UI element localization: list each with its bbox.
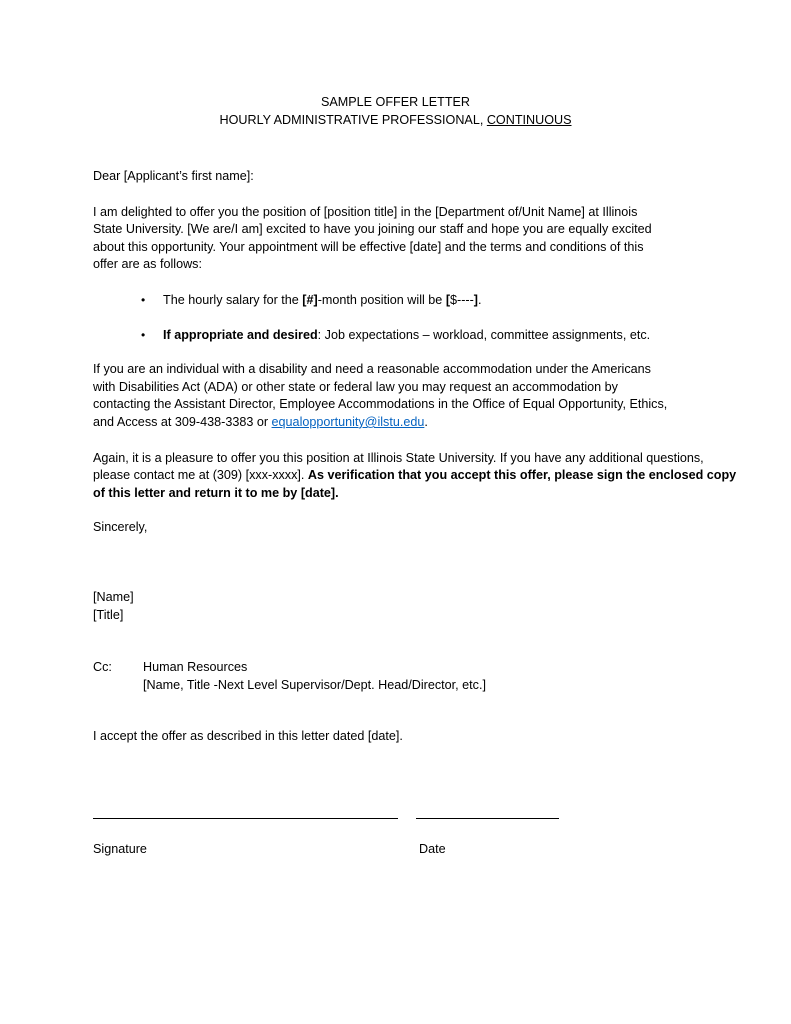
closing-line — [93, 467, 743, 485]
contact-text: please contact me at (309) [xxx-xxxx]. — [93, 468, 308, 483]
cc-recipient: Human Resources — [143, 660, 248, 675]
terms-item-expectations — [93, 327, 743, 345]
intro-line: offer are as follows: — [93, 257, 202, 272]
intro-paragraph — [93, 204, 693, 274]
letter-page — [93, 94, 743, 859]
salary-months: [#] — [302, 292, 318, 307]
signer-title: [Title] — [93, 607, 124, 622]
date-label: Date — [419, 841, 446, 856]
salary-bracket: ] — [473, 292, 478, 307]
cc-label: Cc: — [93, 660, 112, 675]
terms-list — [93, 292, 743, 344]
bullet-icon: • — [141, 327, 146, 342]
salary-amount: $---- — [450, 292, 474, 307]
intro-line: about this opportunity. Your appointment will be effective [date] and the terms and conditions of this — [93, 239, 644, 254]
letter-header — [93, 94, 698, 129]
closing-line: Again, it is a pleasure to offer you this position at Illinois State University. If you have any additional questions, — [93, 450, 704, 465]
expectations-label: If appropriate and desired — [163, 327, 318, 342]
accommodation-line — [93, 414, 703, 432]
closing-paragraph — [93, 450, 743, 503]
salutation: Dear [Applicant’s first name]: — [93, 169, 254, 183]
signature-line — [93, 818, 398, 819]
letter-subtitle — [93, 112, 698, 130]
signature-label: Signature — [93, 841, 147, 856]
expectations-text: : Job expectations – workload, committee assignments, etc. — [317, 327, 651, 342]
intro-line: State University. [We are/I am] excited to have you joining our staff and hope you are equally excited — [93, 222, 652, 237]
date-line — [416, 818, 559, 819]
salary-text: The hourly salary for the — [163, 292, 303, 307]
email-link[interactable]: equalopportunity@ilstu.edu — [271, 414, 425, 429]
intro-line: I am delighted to offer you the position of [position title] in the [Department of/Unit Name] at Illinois — [93, 204, 638, 219]
bullet-icon: • — [141, 292, 146, 307]
accommodation-line: contacting the Assistant Director, Employee Accommodations in the Office of Equal Opportunity, Ethics, — [93, 397, 668, 412]
accommodation-line: If you are an individual with a disability and need a reasonable accommodation under the Americans — [93, 362, 651, 377]
cc-recipient: [Name, Title -Next Level Supervisor/Dept. Head/Director, etc.] — [143, 677, 486, 692]
salary-text: -month position will be — [317, 292, 446, 307]
letter-title: SAMPLE OFFER LETTER — [320, 95, 471, 109]
accommodation-text: . — [424, 414, 428, 429]
closing-salutation: Sincerely, — [93, 520, 148, 535]
salary-bracket: [ — [445, 292, 451, 307]
accommodation-paragraph — [93, 361, 703, 431]
salary-text: . — [478, 292, 482, 307]
signer-name: [Name] — [93, 589, 134, 604]
subtitle-text: HOURLY ADMINISTRATIVE PROFESSIONAL, — [219, 112, 487, 127]
cc-recipients — [143, 659, 486, 694]
accommodation-line: with Disabilities Act (ADA) or other state or federal law you may request an accommodation by — [93, 379, 618, 394]
cc-block — [93, 659, 743, 694]
subtitle-underlined: CONTINUOUS — [486, 112, 572, 127]
terms-item-salary — [93, 292, 743, 310]
closing-line — [93, 485, 743, 503]
verification-text: As verification that you accept this offer, please sign the enclosed copy — [307, 468, 737, 483]
signature-labels — [93, 841, 743, 859]
signer-block — [93, 589, 743, 624]
verification-text: of this letter and return it to me by [date]. — [93, 485, 339, 500]
acceptance-statement: I accept the offer as described in this letter dated [date]. — [93, 729, 403, 744]
signature-lines — [93, 807, 743, 825]
accommodation-text: and Access at 309-438-3383 or — [93, 414, 272, 429]
